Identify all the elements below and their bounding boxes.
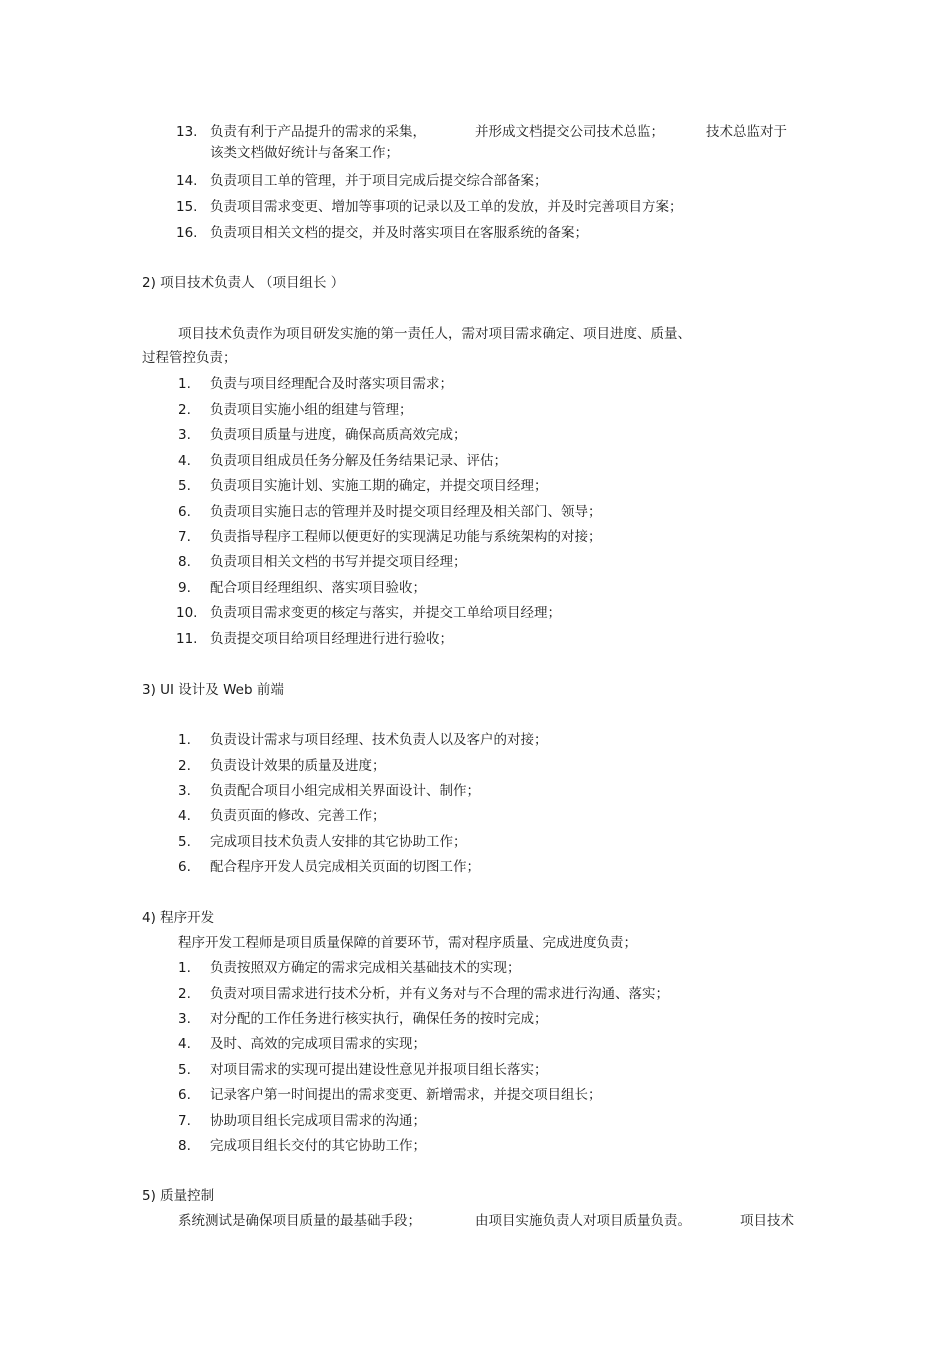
section-heading: 5) 质量控制 — [142, 1188, 215, 1204]
list-item-number: 6. — [178, 504, 191, 520]
list-item-number: 16. — [176, 225, 198, 241]
list-item-text: 负责对项目需求进行技术分析，并有义务对与不合理的需求进行沟通、落实； — [210, 986, 669, 1002]
list-item-number: 11. — [176, 631, 198, 647]
list-item-number: 4. — [178, 1036, 191, 1052]
list-item-text: 负责项目需求变更的核定与落实，并提交工单给项目经理； — [210, 605, 561, 621]
list-item-number: 8. — [178, 1138, 191, 1154]
section-intro: 过程管控负责； — [142, 350, 237, 366]
list-item-number: 1. — [178, 376, 191, 392]
list-item-number: 6. — [178, 1087, 191, 1103]
section-heading: 2) 项目技术负责人 （项目组长 ） — [142, 275, 345, 291]
list-item-number: 3. — [178, 783, 191, 799]
section-intro: 项目技术负责作为项目研发实施的第一责任人，需对项目需求确定、项目进度、质量、 — [178, 326, 691, 342]
list-item-text: 对分配的工作任务进行核实执行，确保任务的按时完成； — [210, 1011, 548, 1027]
list-item-text: 技术总监对于 — [706, 124, 787, 140]
list-item-text: 及时、高效的完成项目需求的实现； — [210, 1036, 426, 1052]
list-item-text: 负责项目相关文档的书写并提交项目经理； — [210, 554, 467, 570]
list-item-text: 负责有利于产品提升的需求的采集， — [210, 124, 426, 140]
list-item-number: 13. — [176, 124, 198, 140]
list-item-number: 6. — [178, 859, 191, 875]
list-item-number: 2. — [178, 758, 191, 774]
list-item-text: 配合项目经理组织、落实项目验收； — [210, 580, 426, 596]
list-item-number: 4. — [178, 453, 191, 469]
section-intro: 由项目实施负责人对项目质量负责。 — [475, 1213, 691, 1229]
list-item-text: 负责项目相关文档的提交，并及时落实项目在客服系统的备案； — [210, 225, 588, 241]
list-item-number: 4. — [178, 808, 191, 824]
list-item-text: 负责指导程序工程师以便更好的实现满足功能与系统架构的对接； — [210, 529, 602, 545]
list-item-text: 负责项目实施日志的管理并及时提交项目经理及相关部门、领导； — [210, 504, 602, 520]
list-item-text: 对项目需求的实现可提出建设性意见并报项目组长落实； — [210, 1062, 548, 1078]
list-item-text: 并形成文档提交公司技术总监； — [475, 124, 664, 140]
section-intro: 程序开发工程师是项目质量保障的首要环节，需对程序质量、完成进度负责； — [178, 935, 637, 951]
list-item-number: 2. — [178, 402, 191, 418]
list-item-number: 5. — [178, 478, 191, 494]
list-item-number: 7. — [178, 529, 191, 545]
list-item-text: 记录客户第一时间提出的需求变更、新增需求，并提交项目组长； — [210, 1087, 602, 1103]
list-item-number: 1. — [178, 732, 191, 748]
list-item-text: 负责项目实施小组的组建与管理； — [210, 402, 413, 418]
list-item-number: 3. — [178, 427, 191, 443]
list-item-text: 完成项目组长交付的其它协助工作； — [210, 1138, 426, 1154]
list-item-text: 负责配合项目小组完成相关界面设计、制作； — [210, 783, 480, 799]
list-item-text: 负责项目质量与进度，确保高质高效完成； — [210, 427, 467, 443]
list-item-text: 负责项目组成员任务分解及任务结果记录、评估； — [210, 453, 507, 469]
list-item-number: 8. — [178, 554, 191, 570]
list-item-number: 5. — [178, 834, 191, 850]
section-intro: 项目技术 — [740, 1213, 794, 1229]
list-item-text: 协助项目组长完成项目需求的沟通； — [210, 1113, 426, 1129]
list-item-number: 1. — [178, 960, 191, 976]
list-item-number: 3. — [178, 1011, 191, 1027]
list-item-text: 负责按照双方确定的需求完成相关基础技术的实现； — [210, 960, 521, 976]
list-item-continuation: 该类文档做好统计与备案工作； — [210, 145, 399, 161]
list-item-text: 负责项目实施计划、实施工期的确定，并提交项目经理； — [210, 478, 548, 494]
list-item-text: 负责项目需求变更、增加等事项的记录以及工单的发放，并及时完善项目方案； — [210, 199, 683, 215]
list-item-number: 7. — [178, 1113, 191, 1129]
list-item-number: 5. — [178, 1062, 191, 1078]
list-item-number: 9. — [178, 580, 191, 596]
section-heading: 3) UI 设计及 Web 前端 — [142, 682, 284, 698]
section-intro: 系统测试是确保项目质量的最基础手段； — [178, 1213, 421, 1229]
list-item-number: 15. — [176, 199, 198, 215]
list-item-text: 配合程序开发人员完成相关页面的切图工作； — [210, 859, 480, 875]
list-item-text: 负责项目工单的管理，并于项目完成后提交综合部备案； — [210, 173, 548, 189]
list-item-number: 14. — [176, 173, 198, 189]
list-item-text: 负责设计效果的质量及进度； — [210, 758, 386, 774]
list-item-number: 2. — [178, 986, 191, 1002]
list-item-text: 负责提交项目给项目经理进行进行验收； — [210, 631, 453, 647]
list-item-text: 负责设计需求与项目经理、技术负责人以及客户的对接； — [210, 732, 548, 748]
list-item-text: 完成项目技术负责人安排的其它协助工作； — [210, 834, 467, 850]
list-item-text: 负责与项目经理配合及时落实项目需求； — [210, 376, 453, 392]
list-item-text: 负责页面的修改、完善工作； — [210, 808, 386, 824]
section-heading: 4) 程序开发 — [142, 910, 215, 926]
list-item-number: 10. — [176, 605, 198, 621]
